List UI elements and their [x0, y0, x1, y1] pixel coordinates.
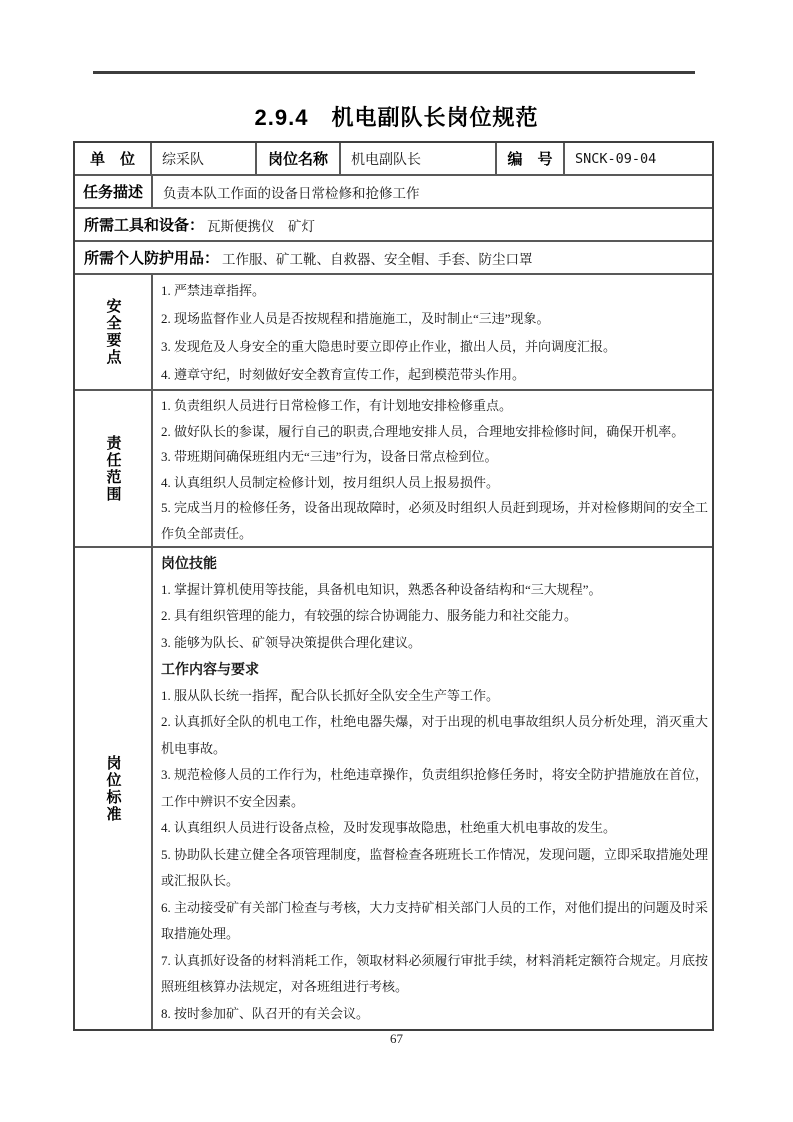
safety-point-item: 4. 遵章守纪，时刻做好安全教育宣传工作，起到模范带头作用。 — [161, 367, 526, 382]
safety-points-label-cell — [75, 275, 153, 389]
safety-points-label: 安全要点 — [104, 298, 122, 366]
post-spec-table — [73, 141, 714, 1031]
work-item: 3. 规范检修人员的工作行为，杜绝违章操作，负责组织抢修任务时，将安全防护措施放在首位，工作中辨识不安全因素。 — [161, 767, 708, 809]
post-standard-label: 岗位标准 — [104, 754, 122, 823]
page-title: 2.9.4 机电副队长岗位规范 — [254, 105, 539, 130]
post-standard-label-cell — [75, 548, 153, 1029]
safety-point-item: 2. 现场监督作业人员是否按规程和措施施工，及时制止“三违”现象。 — [161, 311, 550, 326]
unit-label-cell: 单 位 — [75, 143, 152, 174]
task-desc-label-cell: 任务描述 — [75, 176, 153, 207]
post-name-value: 机电副队长 — [341, 143, 497, 174]
row-responsibility-scope — [75, 391, 712, 548]
ppe-label: 所需个人防护用品： — [84, 250, 220, 267]
skill-item: 3. 能够为队长、矿领导决策提供合理化建议。 — [161, 634, 422, 650]
responsibility-scope-label-cell — [75, 391, 153, 546]
responsibility-item: 1. 负责组织人员进行日常检修工作，有计划地安排检修重点。 — [161, 398, 513, 413]
row-safety-points — [75, 275, 712, 391]
work-item: 4. 认真组织人员进行设备点检，及时发现事故隐患，杜绝重大机电事故的发生。 — [161, 820, 617, 835]
work-requirements-heading: 工作内容与要求 — [161, 661, 259, 677]
work-item: 5. 协助队长建立健全各项管理制度，监督检查各班班长工作情况，发现问题，立即采取措施处理或汇报队长。 — [161, 846, 708, 888]
responsibility-item: 5. 完成当月的检修任务，设备出现故障时，必须及时组织人员赶到现场，并对检修期间的安全工作负全部责任。 — [161, 500, 708, 541]
safety-point-item: 1. 严禁违章指挥。 — [161, 283, 266, 298]
responsibility-item: 3. 带班期间确保班组内无“三违”行为，设备日常点检到位。 — [161, 449, 498, 464]
header-rule — [93, 71, 695, 74]
row-post-standard — [75, 548, 712, 1029]
post-standard-content — [153, 548, 712, 1029]
skills-heading: 岗位技能 — [161, 555, 217, 571]
task-desc-value: 负责本队工作面的设备日常检修和抢修工作 — [163, 185, 420, 201]
safety-points-content — [153, 275, 712, 389]
unit-value: 综采队 — [152, 143, 257, 174]
row-required-ppe — [75, 242, 712, 275]
ppe-value: 工作服、矿工靴、自救器、安全帽、手套、防尘口罩 — [222, 251, 533, 267]
tools-label: 所需工具和设备： — [84, 217, 205, 234]
row-required-tools — [75, 209, 712, 242]
responsibility-scope-content — [153, 391, 712, 546]
skill-item: 2. 具有组织管理的能力，有较强的综合协调能力、服务能力和社交能力。 — [161, 608, 578, 623]
row-task-description — [75, 176, 712, 209]
responsibility-scope-label: 责任范围 — [104, 434, 122, 503]
work-item: 6. 主动接受矿有关部门检查与考核，大力支持矿相关部门人员的工作，对他们提出的问题及时采取措施处理。 — [161, 899, 708, 941]
responsibility-item: 4. 认真组织人员制定检修计划，按月组织人员上报易损件。 — [161, 474, 500, 490]
tools-value: 瓦斯便携仪 矿灯 — [207, 218, 316, 234]
work-item: 2. 认真抓好全队的机电工作，杜绝电器失爆，对于出现的机电事故组织人员分析处理，消灭重大机电事故。 — [161, 714, 708, 756]
code-label-cell: 编 号 — [497, 143, 565, 174]
post-name-label-cell: 岗位名称 — [257, 143, 341, 174]
work-item: 8. 按时参加矿、队召开的有关会议。 — [161, 1005, 370, 1021]
safety-point-item: 3. 发现危及人身安全的重大隐患时要立即停止作业，撤出人员，并向调度汇报。 — [161, 339, 617, 354]
code-value: SNCK-09-04 — [575, 150, 657, 167]
responsibility-item: 2. 做好队长的参谋，履行自己的职责,合理地安排人员，合理地安排检修时间，确保开机率。 — [161, 423, 685, 439]
skill-item: 1. 掌握计算机使用等技能，具备机电知识，熟悉各种设备结构和“三大规程”。 — [161, 581, 602, 597]
work-item: 1. 服从队长统一指挥，配合队长抓好全队安全生产等工作。 — [161, 687, 500, 703]
page-number: 67 — [390, 1031, 403, 1046]
work-item: 7. 认真抓好设备的材料消耗工作，领取材料必须履行审批手续，材料消耗定额符合规定。月底按照班组核算办法规定，对各班组进行考核。 — [161, 952, 708, 994]
row-unit-post-code — [75, 143, 712, 176]
